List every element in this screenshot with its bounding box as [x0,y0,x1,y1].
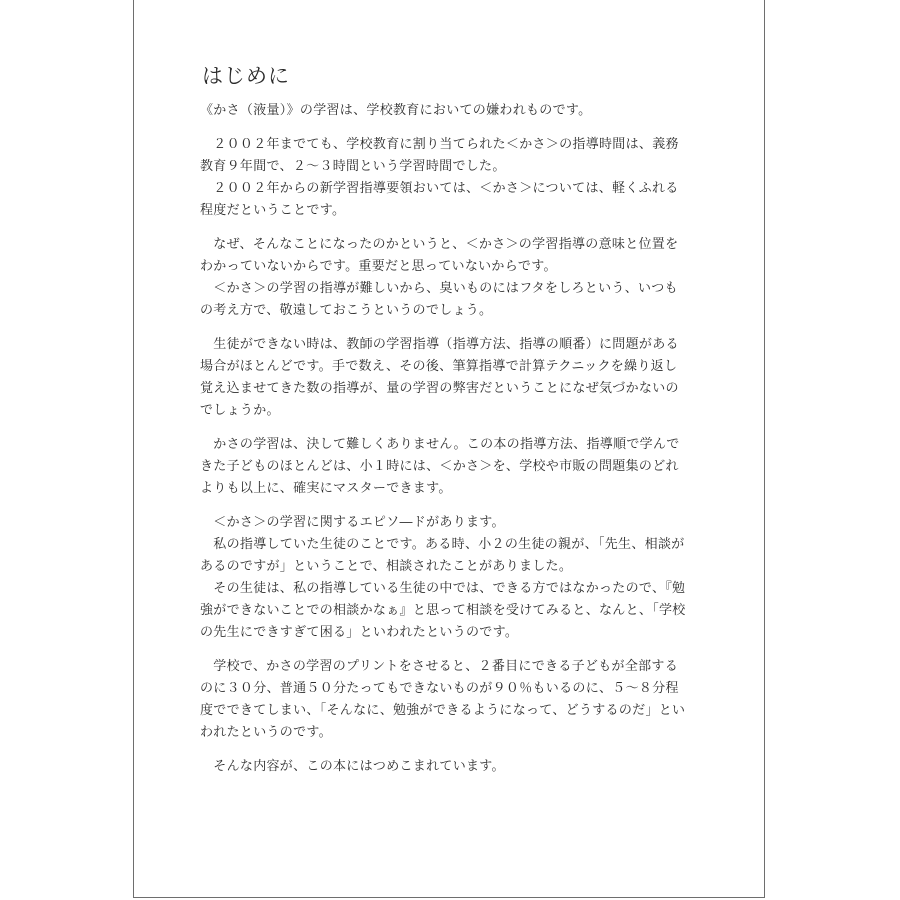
text-line: 私の指導していた生徒のことです。ある時、小２の生徒の親が、「先生、相談が [200,537,685,552]
text-line: 場合がほとんどです。手で数え、その後、筆算指導で計算テクニックを繰り返し [200,359,678,374]
paragraph-gap [200,500,700,512]
text-line: の考え方で、敬遠しておこうというのでしょう。 [200,303,493,318]
text-line: ２００２年までても、学校教育に割り当てられた＜かさ＞の指導時間は、義務 [200,137,679,152]
text-line: の先生にできすぎて困る」といわれたというのです。 [200,625,519,640]
text-line: かさの学習は、決して難しくありません。この本の指導方法、指導順で学んで [200,437,680,452]
paragraph [200,434,700,500]
paragraph-gap [200,122,700,134]
document-body [200,100,700,778]
paragraph [200,656,700,744]
text-line: 教育９年間で、２～３時間という学習時間でした。 [200,159,506,174]
text-line: 覚え込ませてきた数の指導が、量の学習の弊害だということになぜ気づかないの [200,381,679,396]
text-line: 生徒ができない時は、教師の学習指導（指導方法、指導の順番）に問題がある [200,337,679,352]
text-line: なぜ、そんなことになったのかというと、＜かさ＞の学習指導の意味と位置を [200,237,679,252]
paragraph-gap [200,422,700,434]
text-line: 学校で、かさの学習のプリントをさせると、２番目にできる子どもが全部する [200,659,679,674]
text-line: よりも以上に、確実にマスターできます。 [200,481,452,496]
paragraph [200,234,700,322]
text-line: 程度だということです。 [200,203,346,218]
text-line: あるのですが」ということで、相談されたことがありました。 [200,559,573,574]
paragraph-gap [200,744,700,756]
text-line: われたというのです。 [200,725,332,740]
document-page [133,0,765,898]
paragraph [200,100,700,122]
text-line: そんな内容が、この本にはつめこまれています。 [200,759,505,774]
paragraph-gap [200,644,700,656]
text-line: 《かさ（液量）》の学習は、学校教育においての嫌われものです。 [200,103,592,118]
text-line: ＜かさ＞の学習に関するエピソ―ドがあります。 [200,515,505,530]
text-line: その生徒は、私の指導している生徒の中では、できる方ではなかったので、『勉 [200,581,686,596]
paragraph-gap [200,322,700,334]
text-line: わかっていないからです。重要だと思っていないからです。 [200,259,557,274]
paragraph [200,756,700,778]
paragraph [200,334,700,422]
text-line: ２００２年からの新学習指導要領おいては、＜かさ＞については、軽くふれる [200,181,679,196]
text-line: 強ができないことでの相談かなぁ』と思って相談を受けてみると、なんと、「学校 [200,603,686,618]
text-line: のに３０分、普通５０分たってもできないものが９０％もいるのに、５～８分程 [200,681,679,696]
paragraph [200,512,700,644]
text-line: きた子どものほとんどは、小１時には、＜かさ＞を、学校や市販の問題集のどれ [200,459,679,474]
paragraph-gap [200,222,700,234]
paragraph [200,134,700,222]
text-line: でしょうか。 [200,403,280,418]
page-title: はじめに [202,64,290,88]
text-line: 度でできてしまい、「そんなに、勉強ができるようになって、どうするのだ」とい [200,703,686,718]
text-line: ＜かさ＞の学習の指導が難しいから、臭いものにはフタをしろという、いつも [200,281,678,296]
